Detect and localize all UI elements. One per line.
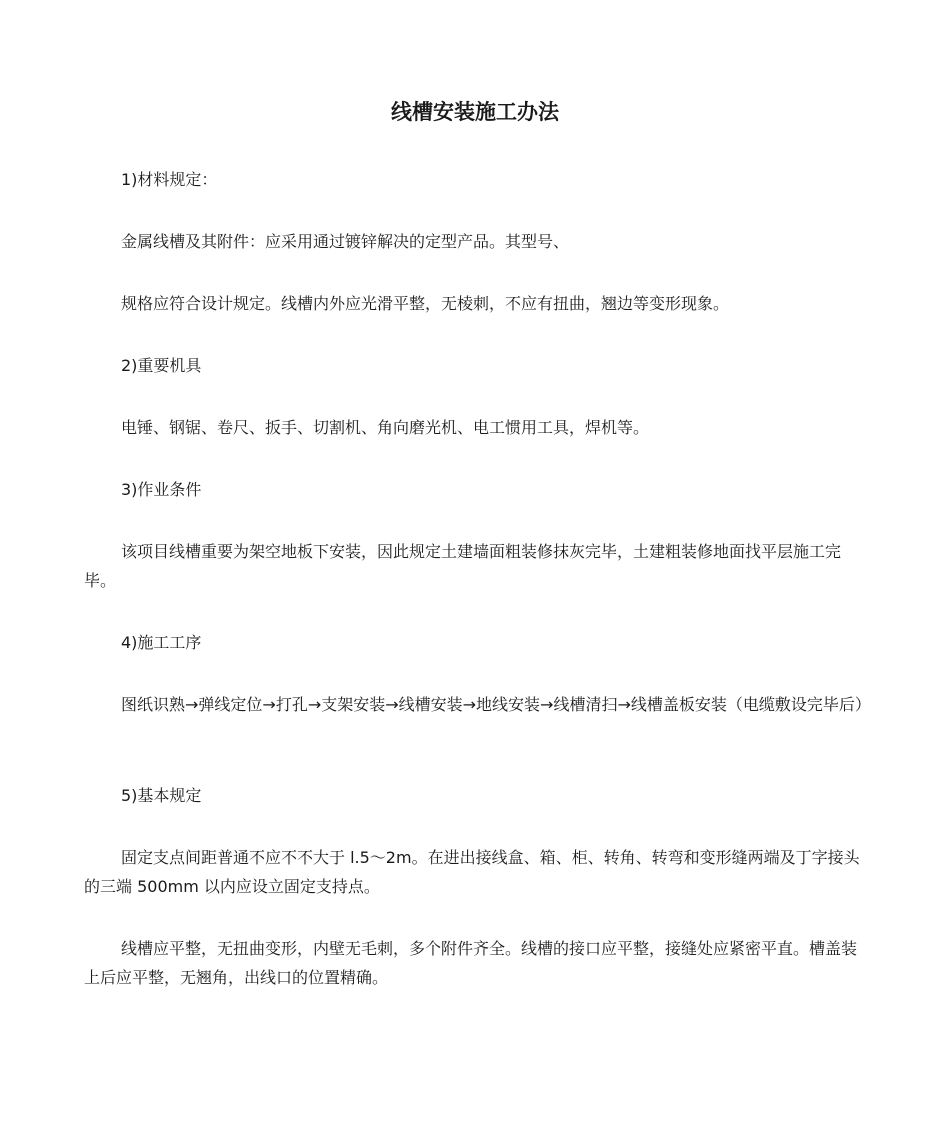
paragraph: 固定支点间距普通不应不不大于 l.5～2m。在进出接线盒、箱、柜、转角、转弯和变形缝两端及丁字接头的三端 500mm 以内应设立固定支持点。 bbox=[84, 848, 860, 896]
paragraph: 该项目线槽重要为架空地板下安装，因此规定土建墙面粗装修抹灰完毕，土建粗装修地面找平层施工完毕。 bbox=[84, 542, 842, 590]
paragraph: 金属线槽及其附件：应采用通过镀锌解决的定型产品。其型号、 bbox=[121, 232, 570, 251]
page-title: 线槽安装施工办法 bbox=[391, 100, 559, 124]
paragraph: 图纸识熟→弹线定位→打孔→支架安装→线槽安装→地线安装→线槽清扫→线槽盖板安装（电缆敷设完毕后） bbox=[121, 695, 871, 714]
section-heading-conditions: 3)作业条件 bbox=[121, 480, 202, 499]
section-heading-tools: 2)重要机具 bbox=[121, 356, 202, 375]
paragraph: 线槽应平整，无扭曲变形，内壁无毛刺，多个附件齐全。线槽的接口应平整，接缝处应紧密平直。槽盖装上后应平整，无翘角，出线口的位置精确。 bbox=[84, 939, 858, 987]
section-heading-process: 4)施工工序 bbox=[121, 633, 202, 652]
section-heading-materials: 1)材料规定： bbox=[121, 170, 218, 189]
section-heading-rules: 5)基本规定 bbox=[121, 786, 202, 805]
paragraph: 电锤、钢锯、卷尺、扳手、切割机、角向磨光机、电工惯用工具，焊机等。 bbox=[121, 418, 650, 437]
paragraph: 规格应符合设计规定。线槽内外应光滑平整，无棱刺，不应有扭曲，翘边等变形现象。 bbox=[121, 294, 730, 313]
